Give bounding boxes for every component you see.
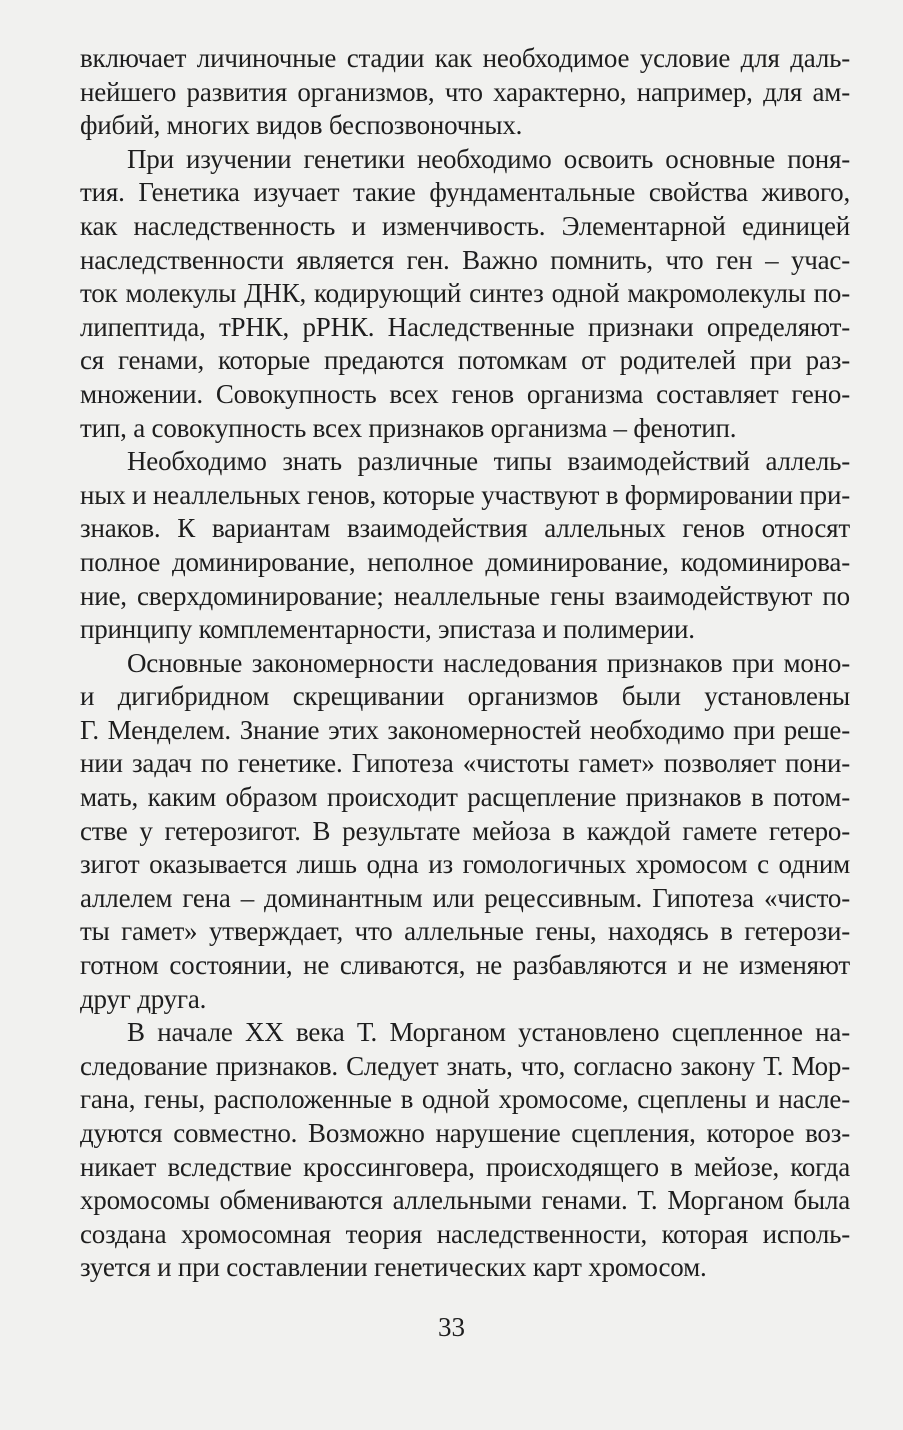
text-line: Необходимо знать различные типы взаимодействий аллель- <box>127 446 850 477</box>
text-line: зуется и при составлении генетических карт хромосом. <box>80 1252 707 1283</box>
text-line: тия. Генетика изучает такие фундаментальные свойства живого, <box>80 177 850 208</box>
text-line: никает вследствие кроссинговера, происходящего в мейозе, когда <box>80 1151 850 1182</box>
text-line: стве у гетерозигот. В результате мейоза в каждой гамете гетеро- <box>80 815 850 846</box>
text-line: нейшего развития организмов, что характерно, например, для ам- <box>80 76 850 107</box>
text-line: дуются совместно. Возможно нарушение сцепления, которое воз- <box>80 1118 850 1148</box>
text-line: мать, каким образом происходит расщепление признаков в потом- <box>80 782 850 813</box>
text-line: фибий, многих видов беспозвоночных. <box>80 110 523 141</box>
text-line: Основные закономерности наследования признаков при моно- <box>127 647 850 678</box>
text-line: ся генами, которые предаются потомкам от родителей при раз- <box>80 345 850 376</box>
text-line: ных и неаллельных генов, которые участвуют в формировании при- <box>80 479 850 510</box>
text-line: Г. Менделем. Знание этих закономерностей необходимо при реше- <box>80 714 850 745</box>
text-line: ние, сверхдоминирование; неаллельные гены взаимодействуют по <box>80 580 850 611</box>
text-line: включает личиночные стадии как необходимое условие для даль- <box>80 43 850 73</box>
text-line: гана, гены, расположенные в одной хромосоме, сцеплены и насле- <box>80 1084 850 1115</box>
text-line: друг друга. <box>80 983 207 1014</box>
text-line: и дигибридном скрещивании организмов были установлены <box>80 681 850 712</box>
text-line: знаков. К вариантам взаимодействия аллельных генов относят <box>80 513 850 544</box>
text-line: зигот оказывается лишь одна из гомологичных хромосом с одним <box>80 849 850 880</box>
text-line: хромосомы обмениваются аллельными генами. Т. Морганом была <box>80 1185 850 1216</box>
text-line: аллелем гена – доминантным или рецессивным. Гипотеза «чисто- <box>80 882 850 913</box>
body-text <box>80 42 850 1285</box>
text-line: липептида, тРНК, рРНК. Наследственные признаки определяют- <box>80 311 850 342</box>
page-number: 33 <box>438 1312 465 1342</box>
text-line: готном состоянии, не сливаются, не разбавляются и не изменяют <box>80 950 850 981</box>
text-line: наследственности является ген. Важно помнить, что ген – учас- <box>80 244 850 275</box>
text-line: В начале XX века Т. Морганом установлено сцепленное на- <box>127 1017 850 1048</box>
text-line: ток молекулы ДНК, кодирующий синтез одной макромолекулы по- <box>80 278 850 309</box>
text-line: нии задач по генетике. Гипотеза «чистоты гамет» позволяет пони- <box>80 748 850 779</box>
text-line: множении. Совокупность всех генов организма составляет гено- <box>80 378 850 409</box>
text-line: следование признаков. Следует знать, что, согласно закону Т. Мор- <box>80 1050 850 1081</box>
text-line: ты гамет» утверждает, что аллельные гены, находясь в гетерози- <box>80 916 850 947</box>
text-line: как наследственность и изменчивость. Элементарной единицей <box>80 210 850 241</box>
text-line: создана хромосомная теория наследственности, которая исполь- <box>80 1218 850 1249</box>
text-line: полное доминирование, неполное доминирование, кодоминирова- <box>80 546 850 577</box>
text-line: При изучении генетики необходимо освоить основные поня- <box>127 143 850 174</box>
text-line: тип, а совокупность всех признаков организма – фенотип. <box>80 412 737 443</box>
text-line: принципу комплементарности, эпистаза и полимерии. <box>80 614 695 645</box>
